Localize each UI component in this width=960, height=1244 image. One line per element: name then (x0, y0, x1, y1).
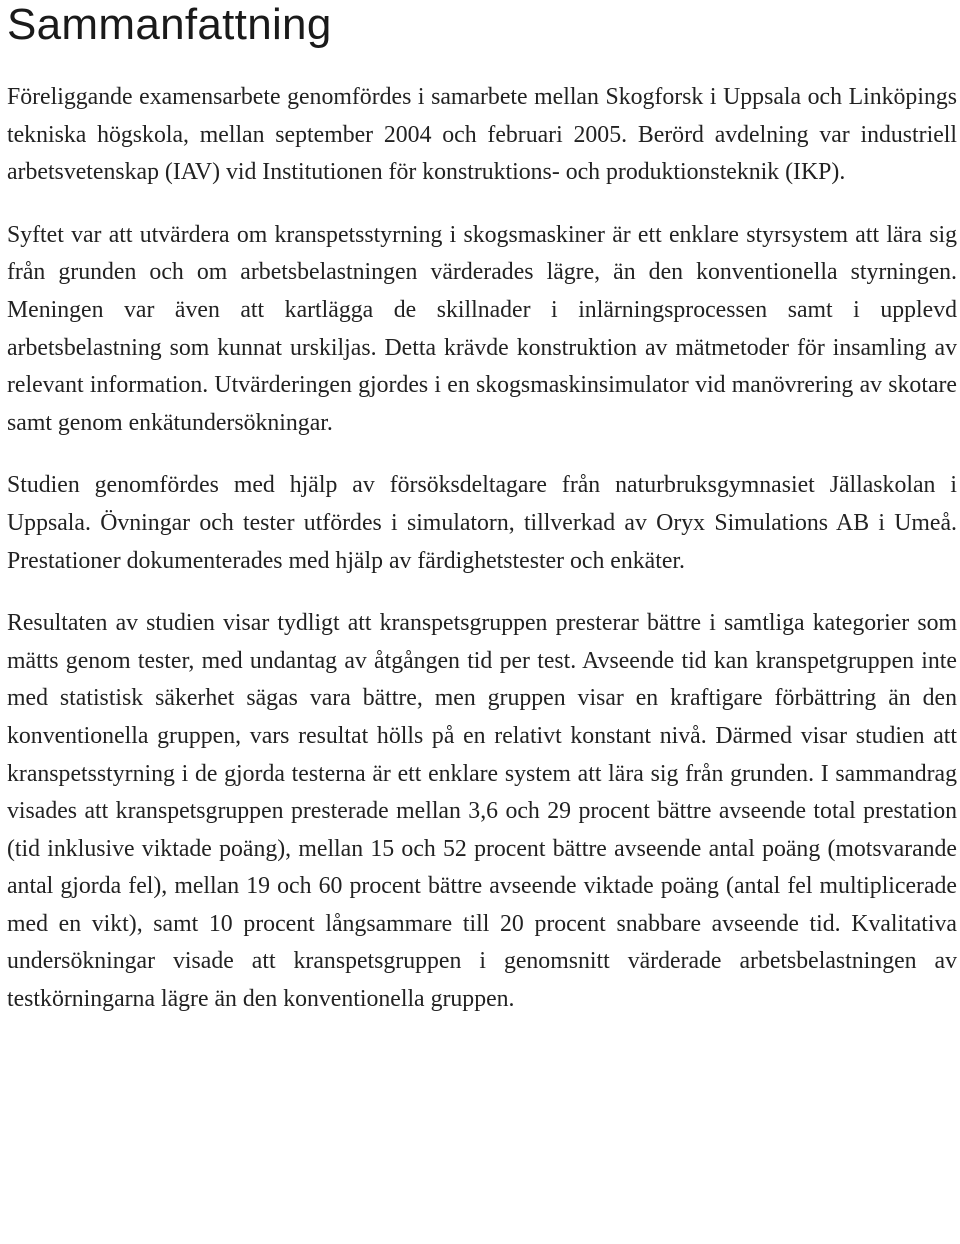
page-title: Sammanfattning (7, 0, 332, 49)
paragraph-background: Föreliggande examensarbete genomfördes i samarbete mellan Skogforsk i Uppsala och Linköpings tekniska högskola, mellan september 2004 och februari 2005. Berörd avdelning var industriell arbetsvetenskap (IAV) vid Institutionen för konstruktions- och produktionsteknik (IKP). (7, 84, 957, 186)
paragraph-purpose: Syftet var att utvärdera om kranspetsstyrning i skogsmaskiner är ett enklare styrsystem att lära sig från grunden och om arbetsbelastningen värderades lägre, än den konventionella styrningen. Meningen var även att kartlägga de skillnader i inlärningsprocessen samt i upplevd arbetsbelastning som kunnat urskiljas. Detta krävde konstruktion av mätmetoder för insamling av relevant information. Utvärderingen gjordes i en skogsmaskinsimulator vid manövrering av skotare samt genom enkätundersökningar. (7, 221, 957, 436)
paragraph-method: Studien genomfördes med hjälp av försöksdeltagare från naturbruksgymnasiet Jällaskolan i Uppsala. Övningar och tester utfördes i simulatorn, tillverkad av Oryx Simulations AB i Umeå. Prestationer dokumenterades med hjälp av färdighetstester och enkäter. (7, 472, 957, 574)
paragraph-results: Resultaten av studien visar tydligt att kranspetsgruppen presterar bättre i samtliga kategorier som mätts genom tester, med undantag av åtgången tid per test. Avseende tid kan kranspetgruppen inte med statistisk säkerhet sägas vara bättre, men gruppen visar en kraftigare förbättring än den konventionella gruppen, vars resultat hölls på en relativt konstant nivå. Därmed visar studien att kranspetsstyrning i de gjorda testerna är ett enklare system att lära sig från grunden. I sammandrag visades att kranspetsgruppen presterade mellan 3,6 och 29 procent bättre avseende total prestation (tid inklusive viktade poäng), mellan 15 och 52 procent bättre avseende antal poäng (motsvarande antal gjorda fel), mellan 19 och 60 procent bättre avseende viktade poäng (antal fel multiplicerade med en vikt), samt 10 procent långsammare till 20 procent snabbare avseende tid. Kvalitativa undersökningar visade att kranspetsgruppen i genomsnitt värderade arbetsbelastningen av testkörningarna lägre än den konventionella gruppen. (7, 610, 957, 1013)
document-page (7, 0, 957, 1019)
